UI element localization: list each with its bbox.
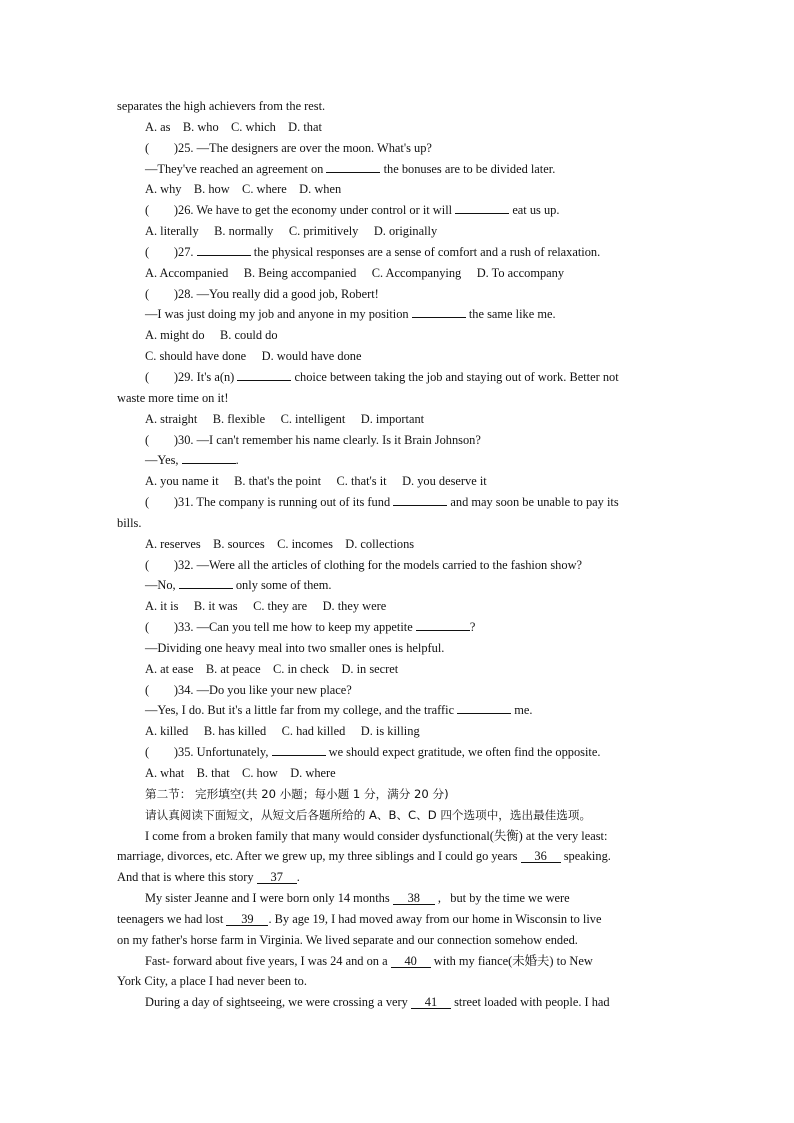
passage-line [117,951,677,972]
answer-blank [272,743,326,756]
question-29 [117,367,677,388]
question-27 [117,242,677,263]
answer-blank [197,243,251,256]
options-31: A. reserves B. sources C. incomes D. collections [145,536,415,551]
question-28: ( )28. —You really did a good job, Robert! [145,286,379,301]
text: Fast- forward about five years, I was 24 and on a [145,953,388,968]
text: the physical responses are a sense of comfort and a rush of relaxation. [253,244,601,259]
options-28-b: C. should have done D. would have done [145,349,362,364]
text: choice between taking the job and staying out of work. Better not [294,369,619,384]
answer-blank [393,493,447,506]
text: the same like me. [468,307,556,322]
answer-blank [237,368,291,381]
section-instructions: 请认真阅读下面短文，从短文后各题所给的 A、B、C、D 四个选项中，选出最佳选项。 [145,807,592,822]
text: only some of them. [235,578,332,593]
options-28-a: A. might do B. could do [145,328,278,343]
text: During a day of sightseeing, we were crossing a very [145,995,408,1010]
options-25: A. why B. how C. where D. when [145,182,342,197]
text: me. [514,703,533,718]
text: ( )33. —Can you tell me how to keep my appetite [145,620,413,635]
text: marriage, divorces, etc. After we grew up, my three siblings and I could go years [117,849,518,864]
answer-blank [416,618,470,631]
text: —Yes, [145,453,179,468]
text: teenagers we had lost [117,911,224,926]
text: ? [469,620,476,635]
options-30: A. you name it B. that's the point C. that's it D. you deserve it [145,474,487,489]
text: —I was just doing my job and anyone in my position [145,307,409,322]
passage-line [117,909,677,930]
question-34: ( )34. —Do you like your new place? [145,682,352,697]
question-34-reply [117,700,677,721]
text: , but by the time we were [437,891,570,906]
question-33-reply: —Dividing one heavy meal into two smaller ones is helpful. [145,640,445,655]
question-26 [117,200,677,221]
text: eat us up. [512,203,560,218]
question-28-reply [117,304,677,325]
text: . [235,453,239,468]
text: And that is where this story [117,870,254,885]
question-30: ( )30. —I can't remember his name clearly. Is it Brain Johnson? [145,432,481,447]
text: with my fiance(未婚夫) to New [433,953,593,968]
text-line: separates the high achievers from the rest. [117,99,326,113]
question-35 [117,742,677,763]
text: ( )31. The company is running out of its fund [145,495,391,510]
passage-line [117,846,677,867]
options-33: A. at ease B. at peace C. in check D. in secret [145,661,399,676]
text: speaking. [563,849,611,864]
text: ( )26. We have to get the economy under control or it will [145,203,453,218]
options-32: A. it is B. it was C. they are D. they were [145,599,387,614]
text: and may soon be unable to pay its [450,495,619,510]
cloze-blank-41: 41 [411,996,451,1009]
question-25: ( )25. —The designers are over the moon. What's up? [145,140,432,155]
answer-blank [412,305,466,318]
question-32-reply [117,575,677,596]
passage-line: on my father's horse farm in Virginia. We lived separate and our connection somehow ended. [117,932,578,947]
passage-line: York City, a place I had never been to. [117,974,307,989]
text: . By age 19, I had moved away from our home in Wisconsin to live [268,911,602,926]
question-25-reply [117,159,677,180]
question-31-cont: bills. [117,515,142,530]
answer-blank [457,701,511,714]
cloze-blank-37: 37 [257,871,297,884]
options-24: A. as B. who C. which D. that [145,119,322,134]
text: ( )35. Unfortunately, [145,745,269,760]
section-title: 第二节： 完形填空(共 20 小题；每小题 1 分，满分 20 分) [145,786,449,801]
passage-line: I come from a broken family that many would consider dysfunctional(失衡) at the very least: [145,828,608,843]
options-26: A. literally B. normally C. primitively D. originally [145,224,438,239]
answer-blank [179,576,233,589]
cloze-blank-39: 39 [226,913,268,926]
question-33 [117,617,677,638]
passage-line [117,888,677,909]
text: the bonuses are to be divided later. [383,161,556,176]
text: street loaded with people. I had [454,995,610,1010]
text: we should expect gratitude, we often find the opposite. [328,745,601,760]
text: —Yes, I do. But it's a little far from my college, and the traffic [145,703,455,718]
question-31 [117,492,677,513]
question-29-cont: waste more time on it! [117,390,229,405]
cloze-blank-36: 36 [521,850,561,863]
text: —They've reached an agreement on [145,161,324,176]
answer-blank [455,201,509,214]
exam-page [117,96,677,1013]
text: ( )29. It's a(n) [145,369,235,384]
question-30-reply [117,450,677,471]
cloze-blank-38: 38 [393,892,435,905]
text: ( )27. [145,244,194,259]
options-35: A. what B. that C. how D. where [145,766,336,780]
question-32: ( )32. —Were all the articles of clothing for the models carried to the fashion show? [145,557,583,572]
answer-blank [182,451,236,464]
text: . [296,870,300,885]
cloze-blank-40: 40 [391,955,431,968]
options-34: A. killed B. has killed C. had killed D. is killing [145,724,420,739]
options-27: A. Accompanied B. Being accompanied C. Accompanying D. To accompany [145,265,565,280]
text: —No, [145,578,176,593]
answer-blank [326,160,380,173]
passage-line [117,867,677,888]
passage-line [117,992,677,1013]
text: My sister Jeanne and I were born only 14 months [145,891,390,906]
options-29: A. straight B. flexible C. intelligent D. important [145,411,425,426]
